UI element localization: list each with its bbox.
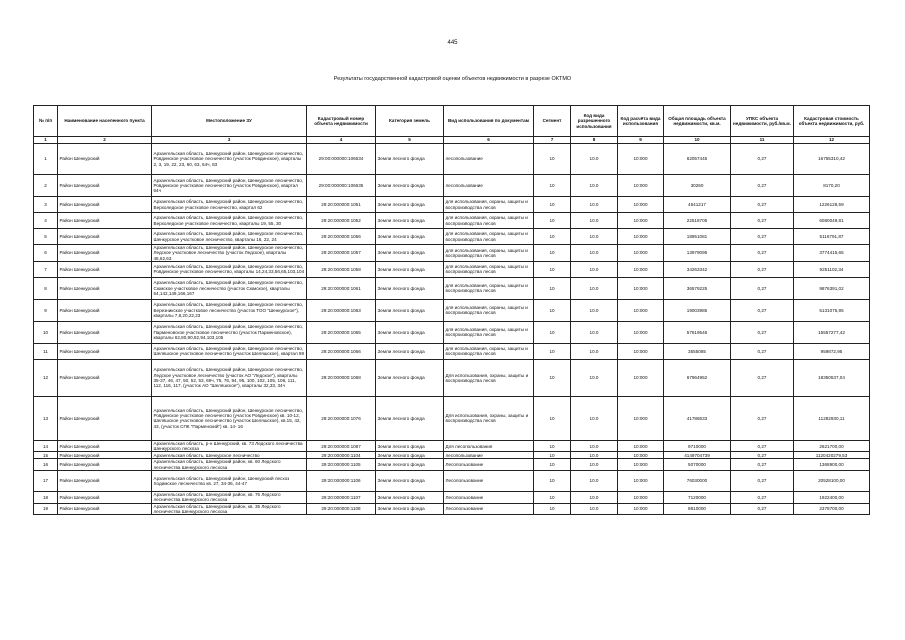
calc-code-cell: 10:000 <box>618 396 664 440</box>
settlement-cell: Район Шенкурский <box>58 459 152 471</box>
table-body <box>34 144 870 515</box>
cadastral-number-cell: 29:20:000000:1068 <box>307 359 376 396</box>
table-row <box>34 213 870 229</box>
upks-cell: 0,27 <box>731 396 794 440</box>
segment-cell: 10 <box>534 229 571 245</box>
settlement-cell: Район Шенкурский <box>58 503 152 515</box>
location-cell: Архангельская область, Шенкурский район, кв. 60 Ледского лесничества Шенкурского лесхоза <box>152 459 307 471</box>
use-code-cell: 10.0 <box>571 396 618 440</box>
calc-code-cell: 10:000 <box>618 144 664 175</box>
area-cell: 36579225 <box>664 277 731 299</box>
land-category-cell: Земли лесного фонда <box>376 299 444 321</box>
segment-cell: 10 <box>534 452 571 459</box>
calc-code-cell: 10:000 <box>618 261 664 277</box>
segment-cell: 10 <box>534 471 571 492</box>
calc-code-cell: 10:000 <box>618 471 664 492</box>
location-cell: Архангельская область, Шенкурский район, Шенкурское лесничество, Ровдинское участковое лесничество, кварталы 14,24,33,56,65,103,104 <box>152 261 307 277</box>
segment-cell: 10 <box>534 503 571 515</box>
calc-code-cell: 10:000 <box>618 440 664 452</box>
settlement-cell: Район Шенкурский <box>58 471 152 492</box>
settlement-cell: Район Шенкурский <box>58 440 152 452</box>
settlement-cell: Район Шенкурский <box>58 213 152 229</box>
land-category-cell: Земли лесного фонда <box>376 503 444 515</box>
settlement-cell: Район Шенкурский <box>58 261 152 277</box>
segment-cell: 10 <box>534 343 571 359</box>
area-cell: 22518705 <box>664 213 731 229</box>
segment-cell: 10 <box>534 197 571 213</box>
location-cell: Архангельская область, Шенкурское лесничество <box>152 452 307 459</box>
table-row <box>34 452 870 459</box>
calc-code-cell: 10:000 <box>618 213 664 229</box>
land-category-cell: Земли лесного фонда <box>376 245 444 262</box>
row-number: 2 <box>34 175 58 197</box>
area-cell: 30260 <box>664 175 731 197</box>
segment-cell: 10 <box>534 440 571 452</box>
calc-code-cell: 10:000 <box>618 245 664 262</box>
page-number: 445 <box>447 40 458 46</box>
row-number: 12 <box>34 359 58 396</box>
use-type-cell: Для использования, охраны, защиты и воспроизводства лесов <box>444 396 534 440</box>
settlement-cell: Район Шенкурский <box>58 144 152 175</box>
table-row <box>34 459 870 471</box>
area-cell: 34263342 <box>664 261 731 277</box>
cadastral-value-cell: 18350537,04 <box>794 359 870 396</box>
area-cell: 8810000 <box>664 503 731 515</box>
use-type-cell: Лесопользование <box>444 492 534 504</box>
column-number: 5 <box>376 137 444 144</box>
row-number: 19 <box>34 503 58 515</box>
location-cell: Архангельская область, Шенкурский район, Шенкурское лесничество, Шенкурское участковое лесничество, кварталы 16, 22, 24 <box>152 229 307 245</box>
use-type-cell: для использования, охраны, защиты и воспроизводства лесов <box>444 321 534 343</box>
area-cell: 62057445 <box>664 144 731 175</box>
use-type-cell: лесопользование <box>444 175 534 197</box>
table-row <box>34 471 870 492</box>
land-category-cell: Земли лесного фонда <box>376 440 444 452</box>
area-cell: 7120000 <box>664 492 731 504</box>
use-type-cell: лесопользование <box>444 144 534 175</box>
land-category-cell: Земли лесного фонда <box>376 144 444 175</box>
cadastral-value-cell: 1922400,00 <box>794 492 870 504</box>
use-code-cell: 10.0 <box>571 299 618 321</box>
use-type-cell: для использования, охраны, защиты и воспроизводства лесов <box>444 245 534 262</box>
location-cell: Архангельская область, р-н Шенкурский, кв. 73 Ледского лесничества Шенкурского лесхоза <box>152 440 307 452</box>
calc-code-cell: 10:000 <box>618 299 664 321</box>
calc-code-cell: 10:000 <box>618 197 664 213</box>
location-cell: Архангельская область, Шенкурский район, Шенкурское лесничество, Шеляшское участковое лесничество (участок Шеляшское), квартал 98 <box>152 343 307 359</box>
table-row <box>34 261 870 277</box>
upks-cell: 0,27 <box>731 459 794 471</box>
cadastral-value-cell: 1120420279,53 <box>794 452 870 459</box>
land-category-cell: Земли лесного фонда <box>376 261 444 277</box>
use-code-cell: 10.0 <box>571 459 618 471</box>
segment-cell: 10 <box>534 144 571 175</box>
area-cell: 76030000 <box>664 471 731 492</box>
land-category-cell: Земли лесного фонда <box>376 321 444 343</box>
row-number: 3 <box>34 197 58 213</box>
use-code-cell: 10.0 <box>571 197 618 213</box>
cadastral-number-cell: 29:20:000000:1063 <box>307 299 376 321</box>
row-number: 1 <box>34 144 58 175</box>
use-type-cell: для использования, охраны, защиты и воспроизводства лесов <box>444 299 534 321</box>
cadastral-value-cell: 11282930,11 <box>794 396 870 440</box>
settlement-cell: Район Шенкурский <box>58 396 152 440</box>
use-code-cell: 10.0 <box>571 492 618 504</box>
use-code-cell: 10.0 <box>571 440 618 452</box>
row-number: 17 <box>34 471 58 492</box>
cadastral-value-cell: 9876391,02 <box>794 277 870 299</box>
segment-cell: 10 <box>534 299 571 321</box>
cadastral-value-cell: 3774415,65 <box>794 245 870 262</box>
cadastral-number-cell: 29:20:000000:1061 <box>307 277 376 299</box>
use-code-cell: 10.0 <box>571 175 618 197</box>
column-number: 10 <box>664 137 731 144</box>
segment-cell: 10 <box>534 175 571 197</box>
table-row <box>34 197 870 213</box>
use-type-cell: лесопользование <box>444 452 534 459</box>
upks-cell: 0,27 <box>731 175 794 197</box>
column-number: 1 <box>34 137 58 144</box>
segment-cell: 10 <box>534 396 571 440</box>
table-row <box>34 299 870 321</box>
upks-cell: 0,27 <box>731 213 794 229</box>
settlement-cell: Район Шенкурский <box>58 277 152 299</box>
cadastral-number-cell: 29:20:000000:1087 <box>307 440 376 452</box>
segment-cell: 10 <box>534 277 571 299</box>
use-code-cell: 10.0 <box>571 245 618 262</box>
table-row <box>34 229 870 245</box>
use-code-cell: 10.0 <box>571 359 618 396</box>
use-type-cell: Лесопользование <box>444 459 534 471</box>
cadastral-number-cell: 29:20:000000:1106 <box>307 471 376 492</box>
segment-cell: 10 <box>534 261 571 277</box>
cadastral-number-cell: 29:20:000000:1056 <box>307 229 376 245</box>
cadastral-number-cell: 29:20:000000:1052 <box>307 213 376 229</box>
use-code-cell: 10.0 <box>571 471 618 492</box>
column-number: 12 <box>794 137 870 144</box>
cadastral-number-cell: 29:20:000000:1057 <box>307 245 376 262</box>
column-number: 7 <box>534 137 571 144</box>
upks-cell: 0,27 <box>731 229 794 245</box>
table-header-row <box>34 106 870 137</box>
cadastral-number-cell: 29:20:000000:1058 <box>307 261 376 277</box>
column-header: Вид использования по документам <box>444 106 534 137</box>
area-cell: 13979095 <box>664 245 731 262</box>
column-header: Код вида разрешенного использования <box>571 106 618 137</box>
cadastral-value-cell: 1226128,59 <box>794 197 870 213</box>
table-row <box>34 245 870 262</box>
use-type-cell: для использования, охраны, защиты и воспроизводства лесов <box>444 197 534 213</box>
column-number: 3 <box>152 137 307 144</box>
use-type-cell: для использования, охраны, защиты и воспроизводства лесов <box>444 229 534 245</box>
settlement-cell: Район Шенкурский <box>58 175 152 197</box>
row-number: 16 <box>34 459 58 471</box>
calc-code-cell: 10:000 <box>618 229 664 245</box>
cadastral-value-cell: 15557277,42 <box>794 321 870 343</box>
upks-cell: 0,27 <box>731 503 794 515</box>
area-cell: 57619546 <box>664 321 731 343</box>
cadastral-value-cell: 5131075,95 <box>794 299 870 321</box>
column-number: 2 <box>58 137 152 144</box>
column-header: Категория земель <box>376 106 444 137</box>
column-header: Общая площадь объекта недвижимости, кв.м. <box>664 106 731 137</box>
use-code-cell: 10.0 <box>571 321 618 343</box>
table-row <box>34 440 870 452</box>
upks-cell: 0,27 <box>731 321 794 343</box>
cadastral-number-cell: 29:00:000000:106635 <box>307 175 376 197</box>
land-category-cell: Земли лесного фонда <box>376 452 444 459</box>
column-header: Местоположение ЗУ <box>152 106 307 137</box>
row-number: 5 <box>34 229 58 245</box>
column-header: Кадастровая стоимость объекта недвижимости, руб. <box>794 106 870 137</box>
location-cell: Архангельская область, Шенкурский район, Шенкурский лесхоз Ходимское лесничество кв. 27, 34-36, 44-47 <box>152 471 307 492</box>
row-number: 4 <box>34 213 58 229</box>
use-type-cell: для использования, охраны, защиты и воспроизводства лесов <box>444 261 534 277</box>
column-header: Наименование населенного пункта <box>58 106 152 137</box>
table-row <box>34 343 870 359</box>
cadastral-number-cell: 29:20:000000:1104 <box>307 452 376 459</box>
location-cell: Архангельская область, Шенкурский район, Шенкурское лесничество, Ледское участковое лесничество (участок Ледское), кварталы 48,62,63 <box>152 245 307 262</box>
use-type-cell: Для лесопользования <box>444 440 534 452</box>
cadastral-value-cell: 2378700,00 <box>794 503 870 515</box>
calc-code-cell: 10:000 <box>618 459 664 471</box>
column-header: Код расчёта вида использования <box>618 106 664 137</box>
row-number: 15 <box>34 452 58 459</box>
cadastral-value-cell: 20528100,00 <box>794 471 870 492</box>
table-row <box>34 175 870 197</box>
valuation-table <box>33 105 870 515</box>
land-category-cell: Земли лесного фонда <box>376 492 444 504</box>
settlement-cell: Район Шенкурский <box>58 299 152 321</box>
settlement-cell: Район Шенкурский <box>58 245 152 262</box>
row-number: 8 <box>34 277 58 299</box>
column-header: Сегмент <box>534 106 571 137</box>
area-cell: 19003985 <box>664 299 731 321</box>
use-code-cell: 10.0 <box>571 277 618 299</box>
land-category-cell: Земли лесного фонда <box>376 396 444 440</box>
use-type-cell: для использования, охраны, защиты и воспроизводства лесов <box>444 213 534 229</box>
row-number: 13 <box>34 396 58 440</box>
upks-cell: 0,27 <box>731 245 794 262</box>
location-cell: Архангельская область, Шенкурский район, Шенкурское лесничество, Верхоледское участковое лесничество, квартал 62 <box>152 197 307 213</box>
location-cell: Архангельская область, Шенкурский район, Шенкурское лесничество, Ледское участковое лесничество (участок АО "Ледское"), кварталы 35-37, 46, 47, 50, 52, 53, 69ч, 75, 76, 94, 95, 100, 102, 105, 106, 111, 112, 116, 117, (участок АО "Шеляшское"), кварталы 32,33, 34ч <box>152 359 307 396</box>
column-number-row <box>34 137 870 144</box>
settlement-cell: Район Шенкурский <box>58 359 152 396</box>
calc-code-cell: 10:000 <box>618 503 664 515</box>
upks-cell: 0,27 <box>731 343 794 359</box>
area-cell: 41788633 <box>664 396 731 440</box>
location-cell: Архангельская область, Шенкурский район, Шенкурское лесничество, Березникское участковое лесничество (участок ТОО "Шенкурское"), кварталы 7,8,20,22,23 <box>152 299 307 321</box>
row-number: 7 <box>34 261 58 277</box>
table-row <box>34 144 870 175</box>
column-header: № п/п <box>34 106 58 137</box>
row-number: 14 <box>34 440 58 452</box>
row-number: 11 <box>34 343 58 359</box>
area-cell: 9710000 <box>664 440 731 452</box>
use-code-cell: 10.0 <box>571 503 618 515</box>
upks-cell: 0,27 <box>731 299 794 321</box>
cadastral-number-cell: 29:20:000000:1105 <box>307 459 376 471</box>
segment-cell: 10 <box>534 459 571 471</box>
upks-cell: 0,27 <box>731 277 794 299</box>
segment-cell: 10 <box>534 492 571 504</box>
row-number: 18 <box>34 492 58 504</box>
location-cell: Архангельская область, Шенкурский район, кв. 35 Ледского лесничества Шенкурского лесхоза <box>152 503 307 515</box>
upks-cell: 0,27 <box>731 440 794 452</box>
cadastral-number-cell: 29:20:000000:1065 <box>307 321 376 343</box>
table-row <box>34 396 870 440</box>
location-cell: Архангельская область, Шенкурский район, Шенкурское лесничество, Сюмское участковое лесничество (участок Сюмское), кварталы 54,142,149,166,167 <box>152 277 307 299</box>
table-row <box>34 492 870 504</box>
cadastral-number-cell: 29:00:000000:106634 <box>307 144 376 175</box>
column-number: 8 <box>571 137 618 144</box>
land-category-cell: Земли лесного фонда <box>376 197 444 213</box>
calc-code-cell: 10:000 <box>618 452 664 459</box>
use-type-cell: Лесопользование <box>444 503 534 515</box>
upks-cell: 0,27 <box>731 359 794 396</box>
segment-cell: 10 <box>534 321 571 343</box>
settlement-cell: Район Шенкурский <box>58 321 152 343</box>
column-header: Кадастровый номер объекта недвижимости <box>307 106 376 137</box>
land-category-cell: Земли лесного фонда <box>376 213 444 229</box>
calc-code-cell: 10:000 <box>618 359 664 396</box>
use-code-cell: 10.0 <box>571 229 618 245</box>
settlement-cell: Район Шенкурский <box>58 229 152 245</box>
use-code-cell: 10.0 <box>571 213 618 229</box>
land-category-cell: Земли лесного фонда <box>376 229 444 245</box>
location-cell: Архангельская область, Шенкурский район, Шенкурское лесничество, Ровдинское участковое лесничество (участок Ровдинское) кв. 10-12, Шеляшское участковое лесничество (участок Шеляшское), кв.15, 42, 43, (участок СПК "Парменский") кв. 14- 16 <box>152 396 307 440</box>
use-type-cell: для использования, охраны, защиты и воспроизводства лесов <box>444 277 534 299</box>
location-cell: Архангельская область, Шенкурский район, Шенкурское лесничество, Верхоледское участковое лесничество, кварталы 19, 55, 30 <box>152 213 307 229</box>
cadastral-value-cell: 8170,20 <box>794 175 870 197</box>
location-cell: Архангельская область, Шенкурский район, кв. 76 Ледского лесничества Шенкурского лесхоза <box>152 492 307 504</box>
cadastral-value-cell: 5116791,87 <box>794 229 870 245</box>
settlement-cell: Район Шенкурский <box>58 492 152 504</box>
land-category-cell: Земли лесного фонда <box>376 175 444 197</box>
cadastral-number-cell: 29:20:000000:1107 <box>307 492 376 504</box>
calc-code-cell: 10:000 <box>618 343 664 359</box>
calc-code-cell: 10:000 <box>618 321 664 343</box>
use-code-cell: 10.0 <box>571 261 618 277</box>
use-type-cell: Для использования, охраны, защиты и воспроизводства лесов <box>444 359 534 396</box>
column-number: 6 <box>444 137 534 144</box>
settlement-cell: Район Шенкурский <box>58 452 152 459</box>
use-type-cell: для использования, охраны, защиты и воспроизводства лесов <box>444 343 534 359</box>
use-type-cell: Лесопользование <box>444 471 534 492</box>
calc-code-cell: 10:000 <box>618 277 664 299</box>
table-row <box>34 277 870 299</box>
cadastral-number-cell: 29:20:000000:1066 <box>307 343 376 359</box>
calc-code-cell: 10:000 <box>618 175 664 197</box>
upks-cell: 0,27 <box>731 452 794 459</box>
location-cell: Архангельская область, Шенкурский район, Шенкурское лесничество, Парменовское участковое лесничество (участок Парменовское), кварталы 62,80,90,92,94,103,105 <box>152 321 307 343</box>
column-header: УПКС объекта недвижимости, руб./кв.м. <box>731 106 794 137</box>
area-cell: 18951081 <box>664 229 731 245</box>
use-code-cell: 10.0 <box>571 343 618 359</box>
area-cell: 4541217 <box>664 197 731 213</box>
upks-cell: 0,27 <box>731 261 794 277</box>
upks-cell: 0,27 <box>731 144 794 175</box>
use-code-cell: 10.0 <box>571 144 618 175</box>
area-cell: 4149704739 <box>664 452 731 459</box>
upks-cell: 0,27 <box>731 471 794 492</box>
cadastral-value-cell: 9251102,34 <box>794 261 870 277</box>
document-title: Результаты государственной кадастровой оценки объектов недвижимости в разрезе ОКТМО <box>333 76 572 82</box>
area-cell: 3555085 <box>664 343 731 359</box>
cadastral-number-cell: 29:20:000000:1076 <box>307 396 376 440</box>
settlement-cell: Район Шенкурский <box>58 343 152 359</box>
land-category-cell: Земли лесного фонда <box>376 459 444 471</box>
cadastral-value-cell: 959872,95 <box>794 343 870 359</box>
land-category-cell: Земли лесного фонда <box>376 277 444 299</box>
row-number: 6 <box>34 245 58 262</box>
land-category-cell: Земли лесного фонда <box>376 343 444 359</box>
calc-code-cell: 10:000 <box>618 492 664 504</box>
cadastral-value-cell: 16755310,42 <box>794 144 870 175</box>
segment-cell: 10 <box>534 213 571 229</box>
column-number: 4 <box>307 137 376 144</box>
segment-cell: 10 <box>534 359 571 396</box>
area-cell: 5070000 <box>664 459 731 471</box>
cadastral-value-cell: 1368900,00 <box>794 459 870 471</box>
use-code-cell: 10.0 <box>571 452 618 459</box>
column-number: 11 <box>731 137 794 144</box>
table-row <box>34 359 870 396</box>
table-row <box>34 503 870 515</box>
cadastral-value-cell: 2621700,00 <box>794 440 870 452</box>
row-number: 10 <box>34 321 58 343</box>
column-number: 9 <box>618 137 664 144</box>
land-category-cell: Земли лесного фонда <box>376 359 444 396</box>
area-cell: 67964952 <box>664 359 731 396</box>
cadastral-value-cell: 6080049,81 <box>794 213 870 229</box>
table-row <box>34 321 870 343</box>
upks-cell: 0,27 <box>731 197 794 213</box>
cadastral-number-cell: 29:20:000000:1051 <box>307 197 376 213</box>
settlement-cell: Район Шенкурский <box>58 197 152 213</box>
upks-cell: 0,27 <box>731 492 794 504</box>
land-category-cell: Земли лесного фонда <box>376 471 444 492</box>
location-cell: Архангельская область, Шенкурский район, Шенкурское лесничество, Ровдинское участковое лесничество (участок Ровдинское), квартал 64ч <box>152 175 307 197</box>
location-cell: Архангельская область, Шенкурский район, Шенкурское лесничество, Ровдинское участковое лесничество (участок Ровдинское), кварталы 2, 3, 19, 22, 23, 60, 63, 64ч, 83 <box>152 144 307 175</box>
cadastral-number-cell: 29:20:000000:1108 <box>307 503 376 515</box>
row-number: 9 <box>34 299 58 321</box>
segment-cell: 10 <box>534 245 571 262</box>
